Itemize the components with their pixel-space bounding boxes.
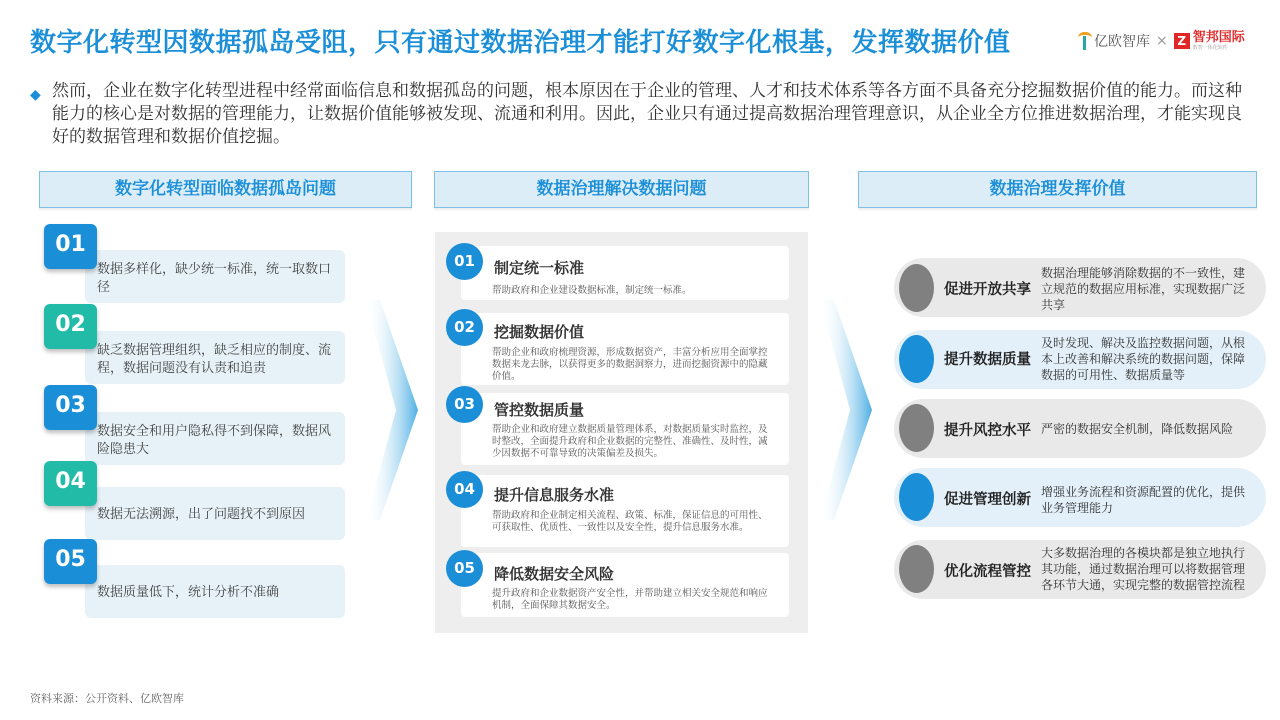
- value-dot-icon: [899, 404, 934, 452]
- solution-number-badge: 02: [446, 309, 483, 346]
- intro-paragraph: [30, 80, 1255, 149]
- zhibang-logo-subtext: 数智一体化软件: [1192, 45, 1228, 51]
- solution-number-badge: 05: [446, 550, 483, 587]
- column-header-solutions: 数据治理解决数据问题: [434, 171, 809, 208]
- column-header-values: 数据治理发挥价值: [858, 171, 1257, 208]
- solution-number-badge: 04: [446, 471, 483, 508]
- value-title: 促进开放共享: [944, 282, 1031, 298]
- solution-title: 制定统一标准: [494, 259, 585, 277]
- yiou-logo: [1078, 31, 1150, 51]
- page-title: 数字化转型因数据孤岛受阻，只有通过数据治理才能打好数字化根基，发挥数据价值: [30, 28, 1011, 58]
- problem-number-badge: 02: [44, 304, 97, 349]
- problem-text: 数据多样化，缺少统一标准，统一取数口径: [97, 262, 332, 295]
- value-title: 提升数据质量: [944, 352, 1031, 368]
- value-description: 数据治理能够消除数据的不一致性，建立规范的数据应用标准，实现数据广泛共享: [1041, 266, 1246, 312]
- value-description: 增强业务流程和资源配置的优化，提供业务管理能力: [1041, 485, 1246, 515]
- value-dot-icon: [899, 264, 934, 312]
- problem-number-badge: 05: [44, 539, 97, 584]
- solution-title: 管控数据质量: [494, 401, 585, 419]
- problem-number-badge: 01: [44, 224, 97, 269]
- solution-title: 提升信息服务水准: [494, 486, 615, 504]
- flow-arrow-icon: [820, 300, 872, 520]
- logo-separator: ×: [1156, 33, 1168, 49]
- yiou-logo-text: 亿欧智库: [1094, 34, 1150, 50]
- problem-text: 数据无法溯源，出了问题找不到原因: [97, 507, 306, 522]
- value-dot-icon: [899, 335, 934, 383]
- solution-number-badge: 01: [446, 243, 483, 280]
- zhibang-logo-text: 智邦国际: [1192, 30, 1245, 45]
- value-dot-icon: [899, 545, 934, 593]
- problem-text: 数据安全和用户隐私得不到保障，数据风险隐患大: [97, 424, 332, 457]
- solution-number-badge: 03: [446, 386, 483, 423]
- value-dot-icon: [899, 473, 934, 521]
- flow-arrow-icon: [366, 300, 418, 520]
- problem-text: 缺乏数据管理组织，缺乏相应的制度、流程，数据问题没有认责和追责: [97, 343, 332, 376]
- value-title: 促进管理创新: [944, 492, 1031, 508]
- solution-description: 提升政府和企业数据资产安全性，并帮助建立相关安全规范和响应机制，全面保障其数据安全。: [492, 588, 768, 611]
- problem-number-badge: 03: [44, 385, 97, 430]
- problem-number-badge: 04: [44, 461, 97, 506]
- solution-description: 帮助政府和企业建设数据标准，制定统一标准。: [492, 285, 692, 296]
- solution-title: 降低数据安全风险: [494, 565, 615, 583]
- solution-description: 帮助企业和政府梳理资源，形成数据资产，丰富分析应用全面掌控数据来龙去脉，以获得更多的数据洞察力，进而挖掘资源中的隐藏价值。: [492, 347, 768, 382]
- yiou-logo-icon: [1078, 32, 1092, 50]
- problem-text: 数据质量低下，统计分析不准确: [97, 585, 280, 600]
- brand-logos: [1078, 30, 1245, 52]
- value-title: 优化流程管控: [944, 564, 1031, 580]
- column-header-problems: 数字化转型面临数据孤岛问题: [39, 171, 412, 208]
- zhibang-logo: [1174, 31, 1245, 51]
- value-title: 提升风控水平: [944, 423, 1031, 439]
- zhibang-logo-icon: Z: [1174, 33, 1190, 49]
- value-description: 及时发现、解决及监控数据问题，从根本上改善和解决系统的数据问题，保障数据的可用性、数据质量等: [1041, 336, 1246, 382]
- solution-description: 帮助政府和企业制定相关流程、政策、标准，保证信息的可用性、可获取性、优质性、一致性以及安全性，提升信息服务水准。: [492, 510, 768, 533]
- intro-text: 然而，企业在数字化转型进程中经常面临信息和数据孤岛的问题，根本原因在于企业的管理、人才和技术体系等各方面不具备充分挖掘数据价值的能力。而这种能力的核心是对数据的管理能力，让数据价值能够被发现、流通和利用。因此，企业只有通过提高数据治理管理意识，从企业全方位推进数据治理，才能实现良好的数据管理和数据价值挖掘。: [52, 81, 1242, 147]
- value-description: 大多数据治理的各模块都是独立地执行其功能，通过数据治理可以将数据管理各环节大通，实现完整的数据管控流程: [1041, 546, 1246, 592]
- value-description: 严密的数据安全机制，降低数据风险: [1041, 422, 1234, 436]
- diamond-bullet-icon: ◆: [30, 87, 41, 103]
- source-note: 资料来源：公开资料、亿欧智库: [30, 692, 184, 705]
- solution-title: 挖掘数据价值: [494, 323, 585, 341]
- solution-description: 帮助企业和政府建立数据质量管理体系，对数据质量实时监控，及时整改，全面提升政府和企业数据的完整性、准确性、及时性，减少因数据不可靠导致的决策偏差及损失。: [492, 424, 768, 459]
